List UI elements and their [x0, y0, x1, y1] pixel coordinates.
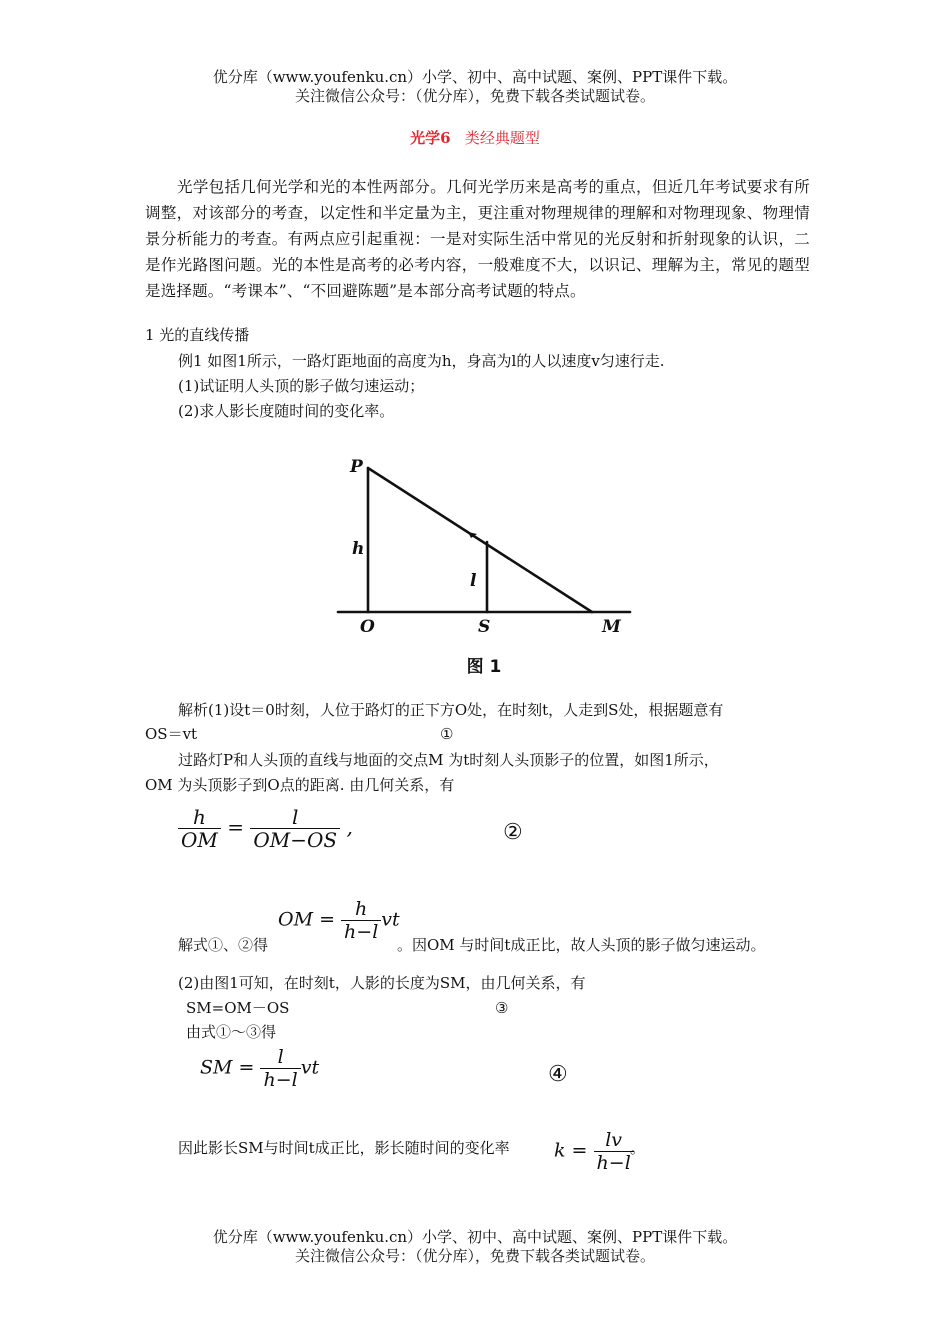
solution-line6: 由式①～③得 — [186, 1023, 277, 1041]
solution-line5: SM=OM－OS — [186, 999, 290, 1017]
solution-line7-end: 。 — [630, 1139, 646, 1157]
label-P: P — [350, 457, 363, 477]
eq2-rhs-fraction — [250, 806, 340, 851]
solution-line7: 因此影长SM与时间t成正比，影长随时间的变化率 — [178, 1139, 510, 1157]
label-O: O — [360, 617, 375, 637]
solution-line4: (2)由图1可知，在时刻t，人影的长度为SM，由几何关系，有 — [178, 974, 586, 992]
solution-line2b: OM 为头顶影子到O点的距离. 由几何关系，有 — [145, 776, 455, 794]
label-h: h — [352, 539, 365, 559]
equation-mark-1: ① — [440, 725, 454, 743]
figure-caption: 图 1 — [466, 657, 502, 677]
eq3-tail: vt — [381, 908, 400, 931]
solution-line3b: 。因OM 与时间t成正比，故人头顶的影子做匀速运动。 — [397, 936, 766, 954]
solution-line2: 过路灯P和人头顶的直线与地面的交点M 为t时刻人头顶影子的位置，如图1所示， — [178, 751, 719, 769]
equation-mark-2: ② — [503, 820, 523, 845]
section-heading: 1 光的直线传播 — [145, 326, 250, 344]
eq4-den: h−l — [263, 1069, 298, 1091]
eq3-lhs: OM = — [278, 908, 335, 931]
equation-3 — [278, 898, 400, 943]
equation-2: $\frac{h}{OM}$ = $\frac{l}{OM-OS}$ , — [178, 806, 353, 851]
eq3-den: h−l — [344, 921, 379, 943]
label-S: S — [478, 617, 491, 637]
eq5-num: lv — [594, 1129, 634, 1152]
eq3-fraction — [341, 898, 381, 943]
equation-4 — [200, 1046, 319, 1091]
label-l: l — [470, 571, 477, 591]
example-statement: 例1 如图1所示，一路灯距地面的高度为h，身高为l的人以速度v匀速行走. — [178, 352, 665, 370]
eq2-lhs-den: OM — [181, 828, 218, 852]
title-bold: 光学6 — [410, 129, 451, 147]
page-header-line1: 优分库（www.youfenku.cn）小学、初中、高中试题、案例、PPT课件下载。 — [212, 68, 738, 86]
eq2-lhs-num: h — [178, 806, 221, 829]
eq4-lhs: SM = — [200, 1056, 255, 1079]
eq3-num: h — [341, 898, 381, 921]
eq5-fraction — [594, 1129, 634, 1174]
eq4-num: l — [260, 1046, 300, 1069]
solution-line1b: OS＝vt — [145, 725, 198, 743]
solution-line3a: 解式①、②得 — [178, 936, 269, 954]
solution-line1: 解析(1)设t＝0时刻，人位于路灯的正下方O处，在时刻t，人走到S处，根据题意有 — [178, 701, 724, 719]
eq2-tail: , — [346, 815, 353, 839]
page-footer-line2: 关注微信公众号：（优分库），免费下载各类试题试卷。 — [294, 1247, 655, 1265]
light-ray — [368, 468, 592, 612]
eq4-tail: vt — [300, 1056, 320, 1079]
eq5-den: h−l — [596, 1152, 631, 1174]
eq4-fraction — [260, 1046, 300, 1091]
eq2-rhs-num: l — [250, 806, 340, 829]
question-2: (2)求人影长度随时间的变化率。 — [178, 402, 395, 420]
eq2-rhs-den: OM−OS — [253, 828, 338, 852]
title-rest: 类经典题型 — [464, 129, 540, 147]
figure-1 — [330, 450, 640, 690]
document-title — [0, 127, 950, 148]
equation-mark-4: ④ — [548, 1062, 568, 1087]
intro-paragraph: 光学包括几何光学和光的本性两部分。几何光学历来是高考的重点，但近几年考试要求有所调整，对该部分的考查，以定性和半定量为主，更注重对物理规律的理解和对物理现象、物理情景分析能力的考查。有两点应引起重视：一是对实际生活中常见的光反射和折射现象的认识，二是作光路图问题。光的本性是高考的必考内容，一般难度不大，以识记、理解为主，常见的题型是选择题。“考课本”、“不回避陈题”是本部分高考试题的特点。 — [145, 178, 810, 300]
question-1: (1)试证明人头顶的影子做匀速运动； — [178, 377, 425, 395]
label-M: M — [602, 617, 621, 637]
eq5-lhs: k = — [554, 1139, 588, 1162]
equation-mark-3: ③ — [495, 999, 509, 1017]
equation-5 — [554, 1129, 634, 1174]
eq2-lhs-fraction — [178, 806, 221, 851]
page-header-line2: 关注微信公众号：（优分库），免费下载各类试题试卷。 — [294, 87, 655, 105]
page-footer-line1: 优分库（www.youfenku.cn）小学、初中、高中试题、案例、PPT课件下载。 — [212, 1228, 738, 1246]
